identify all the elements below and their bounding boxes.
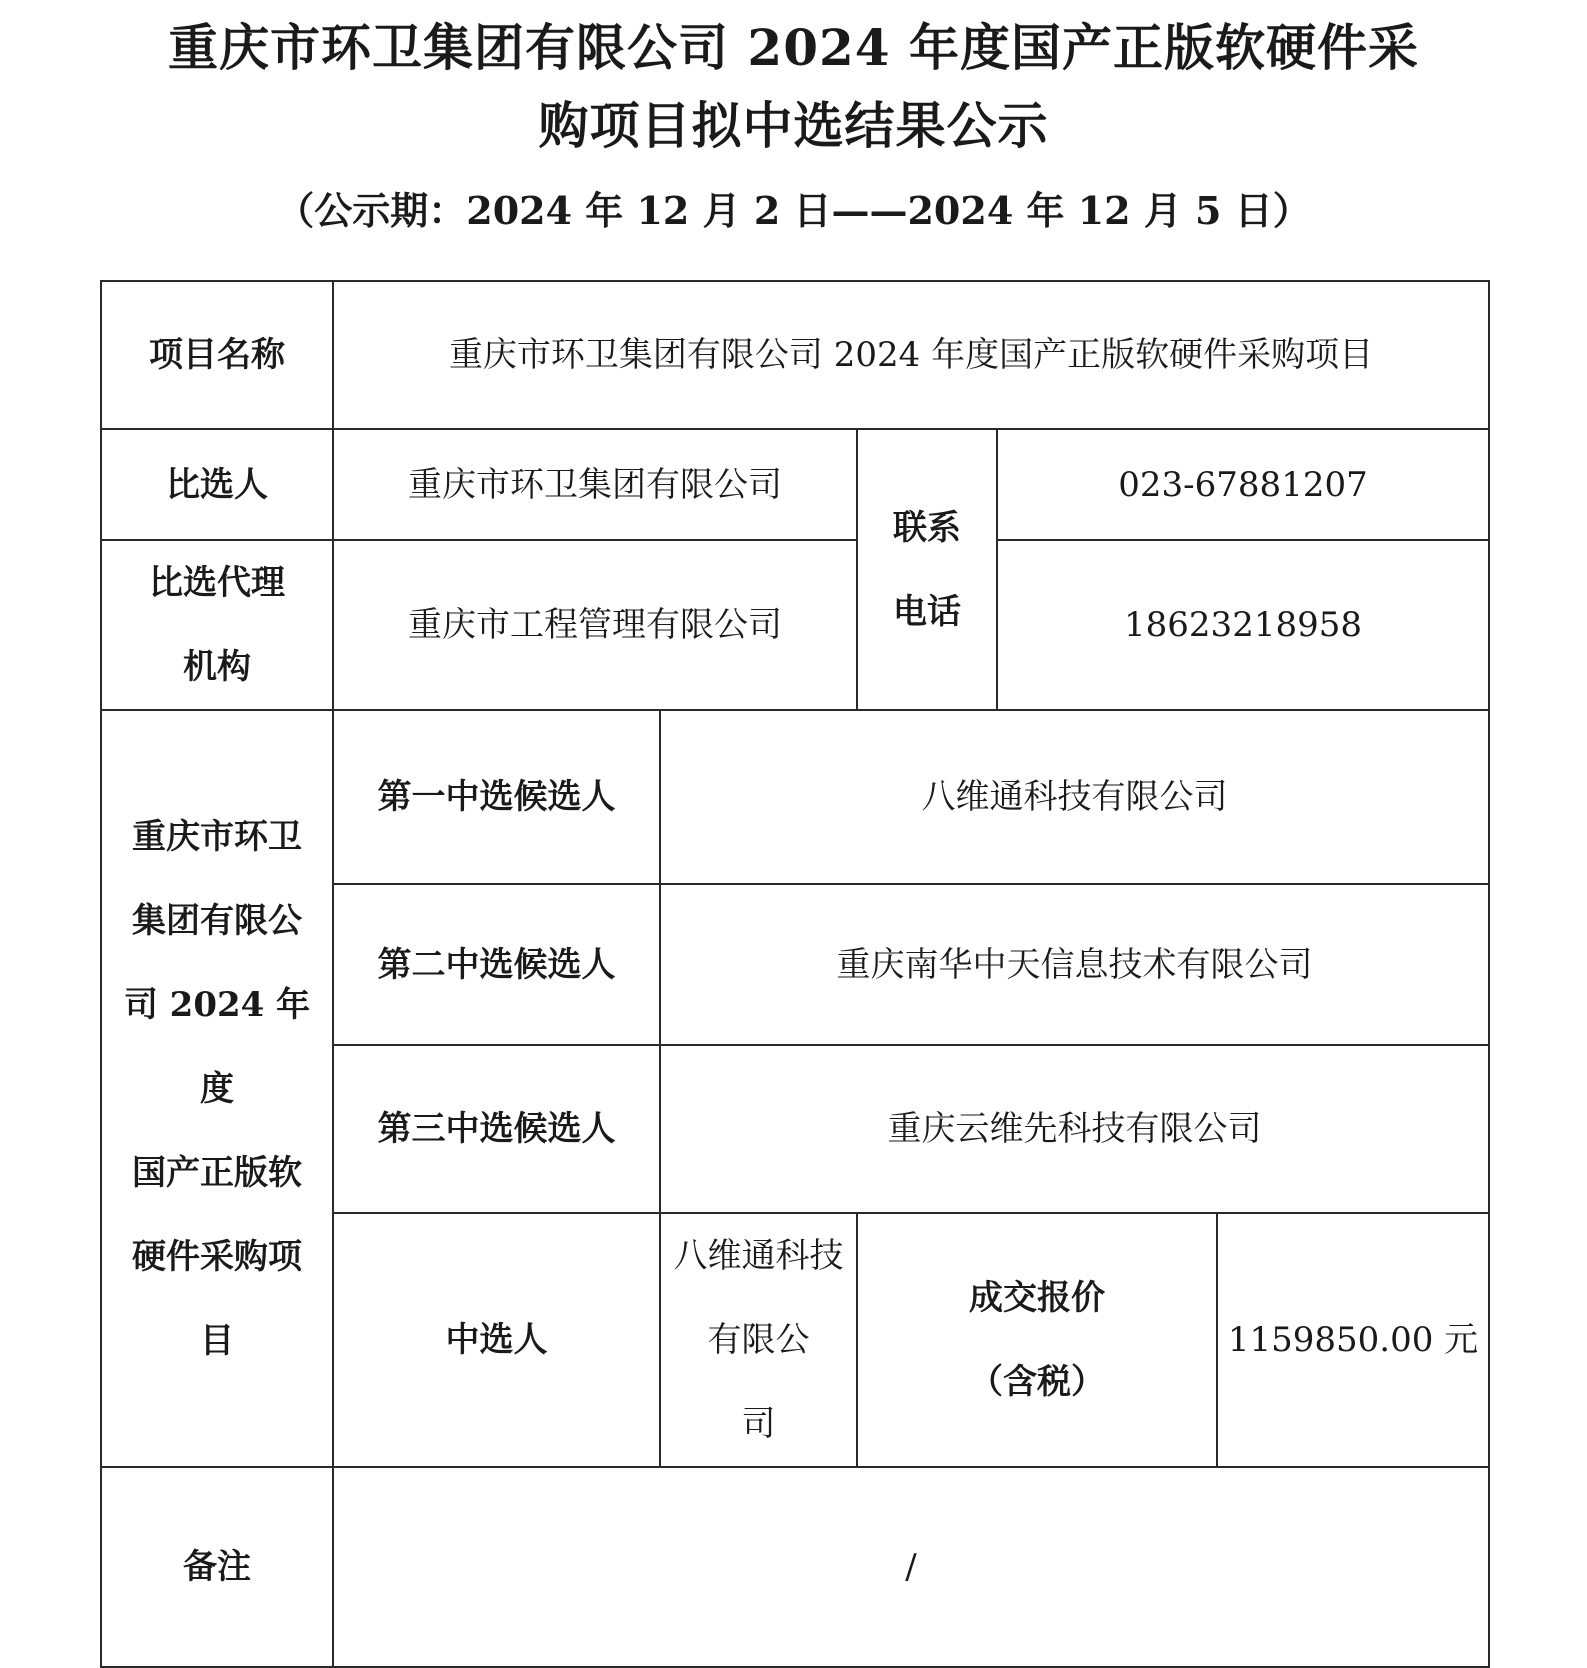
section-project-label xyxy=(101,710,333,1467)
section-label-line: 重庆市环卫 xyxy=(132,816,302,857)
selector-phone: 023-67881207 xyxy=(997,429,1489,540)
agent-value: 重庆市工程管理有限公司 xyxy=(333,540,857,710)
contact-phone-label-line-1: 联系 xyxy=(893,507,961,548)
candidate-company: 重庆云维先科技有限公司 xyxy=(660,1045,1489,1213)
candidate-rank-label: 第三中选候选人 xyxy=(333,1045,660,1213)
winner-label: 中选人 xyxy=(333,1213,660,1467)
winner-value xyxy=(660,1213,857,1467)
candidate-rank-label: 第一中选候选人 xyxy=(333,710,660,884)
selector-value: 重庆市环卫集团有限公司 xyxy=(333,429,857,540)
agent-phone: 18623218958 xyxy=(997,540,1489,710)
candidate-company: 重庆南华中天信息技术有限公司 xyxy=(660,884,1489,1045)
price-label xyxy=(857,1213,1217,1467)
section-label-line: 硬件采购项 xyxy=(132,1236,302,1277)
project-name-label: 项目名称 xyxy=(101,281,333,429)
project-name-value: 重庆市环卫集团有限公司 2024 年度国产正版软硬件采购项目 xyxy=(333,281,1489,429)
remarks-label: 备注 xyxy=(101,1467,333,1667)
remarks-value: / xyxy=(333,1467,1489,1667)
agent-label-line-1: 比选代理 xyxy=(149,563,285,603)
project-name-row xyxy=(101,281,1489,429)
section-label-line: 司 2024 年度 xyxy=(123,984,311,1109)
price-label-line-2: （含税） xyxy=(969,1362,1105,1402)
selector-row xyxy=(101,429,1489,540)
candidate-row-1 xyxy=(101,710,1489,884)
document-title-line-1: 重庆市环卫集团有限公司 2024 年度国产正版软硬件采 xyxy=(168,18,1419,77)
agent-label-line-2: 机构 xyxy=(183,647,251,687)
section-label-line: 国产正版软 xyxy=(132,1152,302,1193)
price-value: 1159850.00 元 xyxy=(1217,1213,1489,1467)
contact-phone-label-line-2: 电话 xyxy=(893,591,961,632)
document-title-line-2: 购项目拟中选结果公示 xyxy=(538,96,1049,155)
publicity-period: （公示期：2024 年 12 月 2 日——2024 年 12 月 5 日） xyxy=(276,188,1311,233)
section-label-line: 集团有限公 xyxy=(132,900,302,941)
result-table xyxy=(100,280,1490,1668)
winner-value-line-1: 八维通科技有限公 xyxy=(673,1236,844,1360)
contact-phone-label xyxy=(857,429,997,710)
agent-row xyxy=(101,540,1489,710)
winner-value-line-2: 司 xyxy=(741,1404,776,1444)
selector-label: 比选人 xyxy=(101,429,333,540)
price-label-line-1: 成交报价 xyxy=(969,1278,1105,1318)
agent-label xyxy=(101,540,333,710)
remarks-row xyxy=(101,1467,1489,1667)
section-label-line: 目 xyxy=(200,1320,234,1361)
candidate-company: 八维通科技有限公司 xyxy=(660,710,1489,884)
candidate-rank-label: 第二中选候选人 xyxy=(333,884,660,1045)
